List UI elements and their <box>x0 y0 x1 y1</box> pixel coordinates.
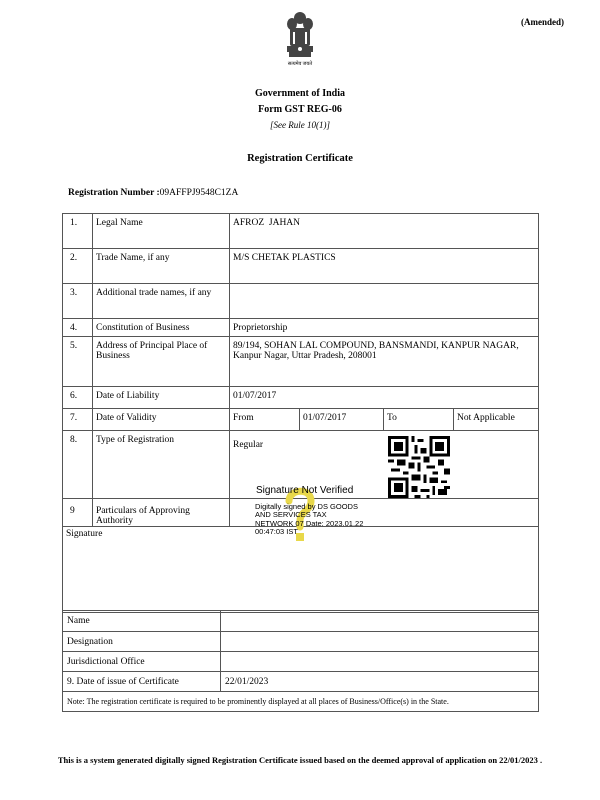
row-label: Additional trade names, if any <box>93 284 230 319</box>
name-label: Name <box>63 611 221 632</box>
amended-label: (Amended) <box>521 17 564 27</box>
validity-from-label: From <box>230 409 300 431</box>
jurisdictional-office-label: Jurisdictional Office <box>63 652 221 672</box>
row-number: 6. <box>63 387 93 409</box>
table-row <box>63 319 539 337</box>
row-number: 4. <box>63 319 93 337</box>
registration-number-label: Registration Number : <box>68 188 160 198</box>
table-row <box>63 284 539 319</box>
table-row <box>63 672 539 692</box>
constitution-value: Proprietorship <box>230 319 539 337</box>
row-label: Date of Liability <box>93 387 230 409</box>
signature-status: Signature Not Verified <box>256 485 354 496</box>
row-label: Trade Name, if any <box>93 249 230 284</box>
display-note: Note: The registration certificate is required to be prominently displayed at all places of Business/Office(s) in the State. <box>63 692 539 712</box>
name-value <box>221 611 539 632</box>
row-number: 8. <box>63 431 93 499</box>
table-row <box>63 632 539 652</box>
emblem-motto: सत्यमेव जयते <box>287 62 313 67</box>
address-value: 89/194, SOHAN LAL COMPOUND, BANSMANDI, KANPUR NAGAR, Kanpur Nagar, Uttar Pradesh, 208001 <box>230 337 539 387</box>
signature-details: Digitally signed by DS GOODS AND SERVICES TAX NETWORK 07 Date: 2023.01.22 00:47:03 IST <box>255 502 364 536</box>
date-of-liability-value: 01/07/2017 <box>230 387 539 409</box>
form-title: Form GST REG-06 <box>258 104 342 115</box>
registration-type-text: Regular <box>233 440 264 450</box>
registration-number-value: 09AFFPJ9548C1ZA <box>159 188 239 198</box>
row-label: Particulars of Approving Authority <box>93 499 230 527</box>
details-table <box>62 213 539 613</box>
signature-label: Signature <box>66 529 103 539</box>
row-label: Date of Validity <box>93 409 230 431</box>
issue-date-label: 9. Date of issue of Certificate <box>63 672 221 692</box>
designation-value <box>221 632 539 652</box>
table-row <box>63 611 539 632</box>
table-row <box>63 337 539 387</box>
table-row <box>63 409 539 431</box>
row-number: 3. <box>63 284 93 319</box>
table-row <box>63 387 539 409</box>
additional-trade-names-value <box>230 284 539 319</box>
certificate-title: Registration Certificate <box>247 153 353 164</box>
table-row <box>63 652 539 672</box>
government-title: Government of India <box>255 88 345 99</box>
row-number: 7. <box>63 409 93 431</box>
table-row <box>63 249 539 284</box>
rule-reference: [See Rule 10(1)] <box>270 120 330 130</box>
row-number: 1. <box>63 214 93 249</box>
row-label: Constitution of Business <box>93 319 230 337</box>
footer-statement: This is a system generated digitally signed Registration Certificate issued based on the deemed approval of application on 22/01/2023 . <box>57 755 543 765</box>
table-row <box>63 214 539 249</box>
row-number: 9 <box>63 499 93 527</box>
row-label: Address of Principal Place of Business <box>93 337 230 387</box>
qr-code-icon <box>388 436 450 498</box>
issue-table <box>62 610 539 712</box>
registration-number <box>68 188 238 198</box>
national-emblem-icon <box>282 10 318 62</box>
validity-to-label: To <box>384 409 454 431</box>
designation-label: Designation <box>63 632 221 652</box>
row-number: 2. <box>63 249 93 284</box>
validity-from-value: 01/07/2017 <box>300 409 384 431</box>
jurisdictional-office-value <box>221 652 539 672</box>
issue-date-value: 22/01/2023 <box>221 672 539 692</box>
table-row <box>63 692 539 712</box>
row-label: Legal Name <box>93 214 230 249</box>
row-number: 5. <box>63 337 93 387</box>
row-label: Type of Registration <box>93 431 230 499</box>
validity-to-value: Not Applicable <box>454 409 539 431</box>
trade-name-value: M/S CHETAK PLASTICS <box>230 249 539 284</box>
legal-name-value: AFROZ JAHAN <box>230 214 539 249</box>
